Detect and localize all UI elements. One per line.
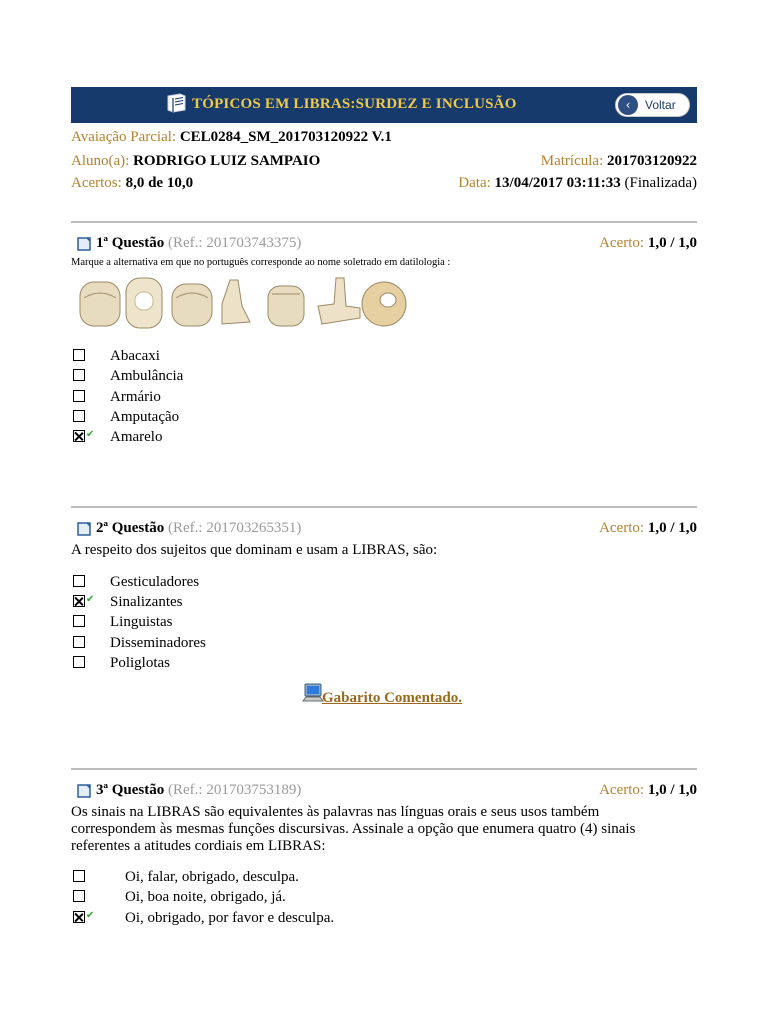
date-value: 13/04/2017 03:11:33 bbox=[494, 175, 621, 191]
evaluation-label: Avaiação Parcial: bbox=[71, 129, 177, 145]
student-info bbox=[71, 153, 320, 170]
score-value: 1,0 / 1,0 bbox=[647, 782, 697, 798]
statement-line: referentes a atitudes cordiais em LIBRAS: bbox=[71, 838, 326, 854]
score-label: Acerto: bbox=[599, 520, 645, 536]
checkbox-unchecked[interactable] bbox=[73, 369, 85, 381]
computer-icon bbox=[302, 682, 324, 704]
checkbox-checked[interactable] bbox=[73, 430, 85, 442]
question-header bbox=[71, 520, 697, 540]
book-icon bbox=[165, 93, 187, 113]
question-number-text: 2ª Questão bbox=[96, 520, 165, 536]
evaluation-value: CEL0284_SM_201703120922 V.1 bbox=[179, 129, 392, 145]
date-info bbox=[458, 175, 697, 192]
student-name: RODRIGO LUIZ SAMPAIO bbox=[133, 153, 321, 169]
checkbox-unchecked[interactable] bbox=[73, 575, 85, 587]
checkbox-unchecked[interactable] bbox=[73, 615, 85, 627]
checkbox-unchecked[interactable] bbox=[73, 656, 85, 668]
score-label: Acerto: bbox=[599, 235, 645, 251]
status-text: (Finalizada) bbox=[624, 175, 697, 191]
option-label: Abacaxi bbox=[110, 348, 160, 364]
hand-sign-l bbox=[318, 278, 360, 324]
question-ref: (Ref.: 201703753189) bbox=[168, 782, 302, 798]
score-value: 1,0 / 1,0 bbox=[647, 520, 697, 536]
question-header bbox=[71, 782, 697, 802]
option-label: Amarelo bbox=[110, 429, 163, 445]
question-statement: Marque a alternativa em que no português corresponde ao nome soletrado em datilologia : bbox=[71, 257, 451, 268]
score-value: 1,0 / 1,0 bbox=[647, 235, 697, 251]
back-button[interactable] bbox=[615, 93, 690, 117]
score-label: Acertos: bbox=[71, 175, 122, 191]
divider bbox=[71, 768, 697, 770]
checkbox-unchecked[interactable] bbox=[73, 890, 85, 902]
divider bbox=[71, 506, 697, 508]
hand-sign-a bbox=[172, 284, 212, 326]
gabarito-comentado-link[interactable]: Gabarito Comentado. bbox=[322, 690, 462, 706]
question-statement bbox=[71, 804, 671, 855]
fingerspelling-image bbox=[72, 276, 412, 332]
option-label: Amputação bbox=[110, 409, 180, 425]
question-number bbox=[96, 782, 301, 799]
matricula-value: 201703120922 bbox=[607, 153, 697, 169]
option-label: Sinalizantes bbox=[110, 594, 183, 610]
hand-sign-e bbox=[268, 286, 304, 326]
option-label: Oi, boa noite, obrigado, já. bbox=[125, 889, 286, 905]
checkbox-unchecked[interactable] bbox=[73, 870, 85, 882]
option-label: Armário bbox=[110, 389, 161, 405]
option-label: Oi, obrigado, por favor e desculpa. bbox=[125, 910, 335, 926]
matricula-info bbox=[541, 153, 697, 170]
question-number-text: 3ª Questão bbox=[96, 782, 165, 798]
checkbox-checked[interactable] bbox=[73, 911, 85, 923]
correct-check-icon: ✔ bbox=[86, 429, 95, 440]
option-label: Oi, falar, obrigado, desculpa. bbox=[125, 869, 299, 885]
student-label: Aluno(a): bbox=[71, 153, 130, 169]
course-header bbox=[71, 87, 697, 123]
checkbox-unchecked[interactable] bbox=[73, 636, 85, 648]
document-icon bbox=[77, 237, 91, 251]
score-info bbox=[71, 175, 193, 192]
back-button-label: Voltar bbox=[645, 98, 676, 112]
question-ref: (Ref.: 201703265351) bbox=[168, 520, 302, 536]
correct-check-icon: ✔ bbox=[86, 910, 95, 921]
matricula-label: Matrícula: bbox=[540, 153, 604, 169]
evaluation-info bbox=[71, 129, 392, 146]
question-score bbox=[599, 520, 697, 537]
option-label: Gesticuladores bbox=[110, 574, 200, 590]
hand-sign-a bbox=[80, 282, 120, 326]
checkbox-unchecked[interactable] bbox=[73, 390, 85, 402]
option-label: Poliglotas bbox=[110, 655, 171, 671]
correct-check-icon: ✔ bbox=[86, 594, 95, 605]
question-header bbox=[71, 235, 697, 255]
score-label: Acerto: bbox=[599, 782, 645, 798]
question-score bbox=[599, 782, 697, 799]
document-icon bbox=[77, 784, 91, 798]
document-icon bbox=[77, 522, 91, 536]
hand-sign-o bbox=[362, 282, 406, 326]
option-label: Ambulância bbox=[110, 368, 184, 384]
course-title: TÓPICOS EM LIBRAS:SURDEZ E INCLUSÃO bbox=[192, 96, 517, 112]
date-label: Data: bbox=[458, 175, 491, 191]
checkbox-checked[interactable] bbox=[73, 595, 85, 607]
question-number bbox=[96, 520, 301, 537]
statement-line: Os sinais na LIBRAS são equivalentes às palavras nas línguas orais e seus usos também bbox=[71, 804, 600, 820]
checkbox-unchecked[interactable] bbox=[73, 410, 85, 422]
question-number-text: 1ª Questão bbox=[96, 235, 165, 251]
hand-sign-m bbox=[126, 278, 162, 328]
question-score bbox=[599, 235, 697, 252]
divider bbox=[71, 221, 697, 223]
question-number bbox=[96, 235, 301, 252]
option-label: Linguistas bbox=[110, 614, 173, 630]
question-statement: A respeito dos sujeitos que dominam e usam a LIBRAS, são: bbox=[71, 542, 438, 558]
chevron-left-icon: ‹ bbox=[618, 95, 638, 115]
score-value: 8,0 de 10,0 bbox=[125, 175, 194, 191]
statement-line: correspondem às mesmas funções discursivas. Assinale a opção que enumera quatro (4) sinais bbox=[71, 821, 636, 837]
hand-sign-r bbox=[222, 280, 250, 324]
question-ref: (Ref.: 201703743375) bbox=[168, 235, 302, 251]
checkbox-unchecked[interactable] bbox=[73, 349, 85, 361]
option-label: Disseminadores bbox=[110, 635, 206, 651]
